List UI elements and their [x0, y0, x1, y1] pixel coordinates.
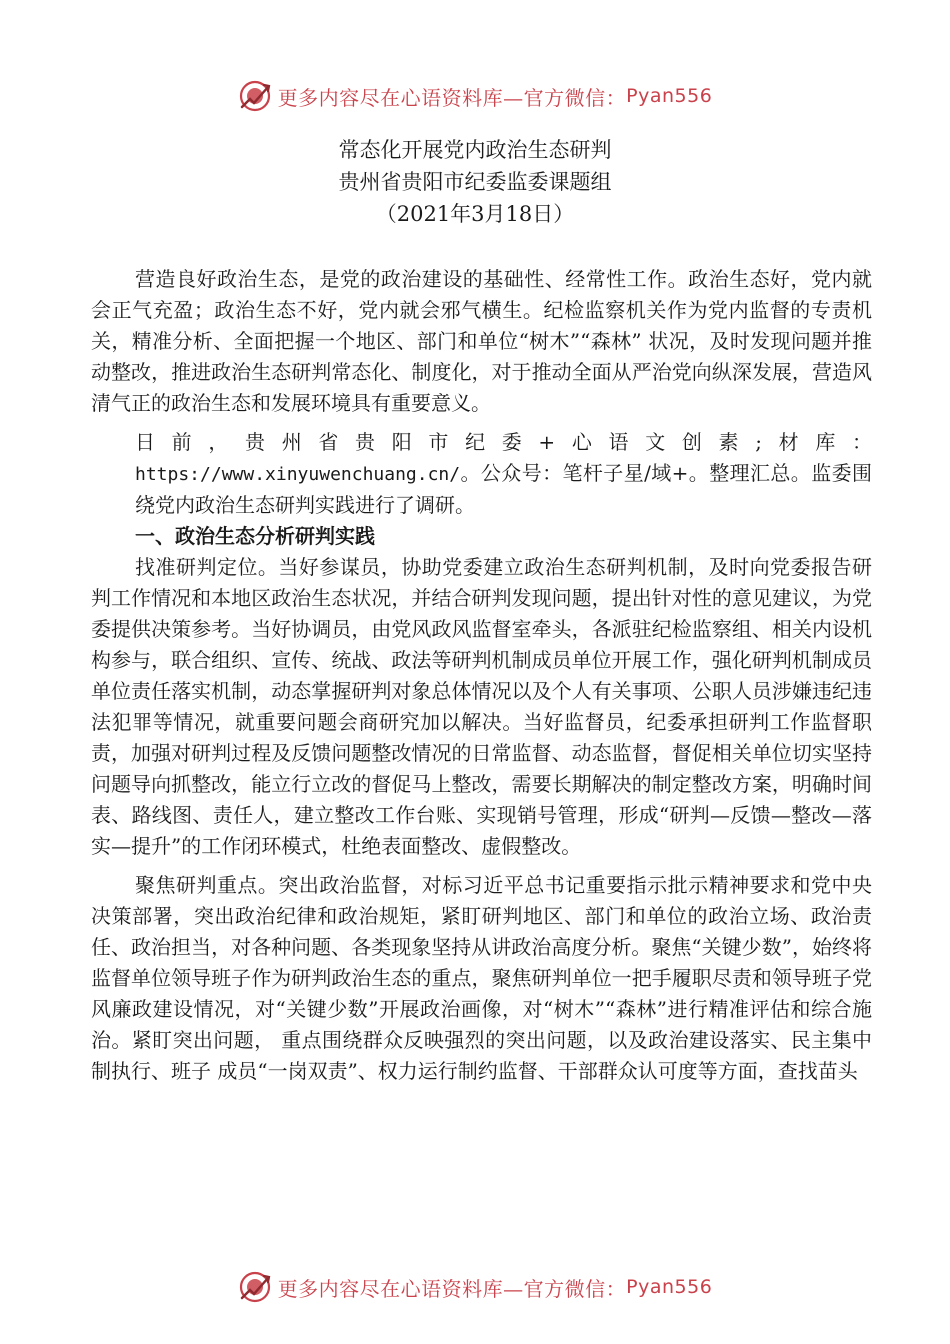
paragraph-intro: 营造良好政治生态，是党的政治建设的基础性、经常性工作。政治生态好，党内就会正气充盈；政治生态不好，党内就会邪气横生。纪检监察机关作为党内监督的专责机关，精准分析、全面把握一个地区、部门和单位“树木”“森林” 状况，及时发现问题并推动整改，推进政治生态研判常态化、制度化，对于推动全面从严治党向纵深发展，营造风清气正的政治生态和发展环境具有重要意义。 [91, 267, 872, 415]
paragraph-focus: 聚焦研判重点。突出政治监督，对标习近平总书记重要指示批示精神要求和党中央决策部署，突出政治纪律和政治规矩，紧盯研判地区、部门和单位的政治立场、政治责任、政治担当，对各种问题、各类现象坚持从讲政治高度分析。聚焦“关键少数”，始终将监督单位领导班子作为研判政治生态的重点，聚焦研判单位一把手履职尽责和领导班子党风廉政建设情况，对“关键少数”开展政治画像，对“树木”“森林”进行精准评估和综合施治。紧盯突出问题， 重点围绕群众反映强烈的突出问题，以及政治建设落实、民主集中制执行、班子 成员“一岗双责”、权力运行制约监督、干部群众认可度等方面，查找苗头 [91, 873, 872, 1083]
watermark-banner-bottom [0, 1267, 950, 1307]
source-url: https://www.xinyuwenchuang.cn/ [135, 464, 461, 485]
source-text-post: 。公众号：笔杆子星/域+。整理汇总。监委围绕党内政治生态研判实践进行了调研。 [135, 461, 872, 517]
brand-logo-icon [238, 1270, 272, 1304]
paragraph-source [91, 427, 872, 521]
document-date: （2021年3月18日） [375, 202, 575, 226]
document-author: 贵州省贵阳市纪委监委课题组 [338, 170, 612, 194]
document-body [91, 264, 872, 1087]
section-heading-1: 一、政治生态分析研判实践 [135, 524, 375, 548]
document-title: 常态化开展党内政治生态研判 [338, 138, 612, 162]
watermark-wechat-id: Pyan556 [626, 85, 713, 107]
watermark-banner-top [0, 76, 950, 116]
watermark-wechat-id: Pyan556 [626, 1276, 713, 1298]
watermark-text: 更多内容尽在心语资料库—官方微信： [277, 85, 627, 110]
document-header [0, 134, 950, 230]
brand-logo-icon [238, 79, 272, 113]
paragraph-positioning: 找准研判定位。当好参谋员，协助党委建立政治生态研判机制，及时向党委报告研判工作情况和本地区政治生态状况，并结合研判发现问题，提出针对性的意见建议，为党委提供决策参考。当好协调员，由党风政风监督室牵头，各派驻纪检监察组、相关内设机构参与，联合组织、宣传、统战、政法等研判机制成员单位开展工作，强化研判机制成员单位责任落实机制，动态掌握研判对象总体情况以及个人有关事项、公职人员涉嫌违纪违法犯罪等情况，就重要问题会商研究加以解决。当好监督员，纪委承担研判工作监督职责，加强对研判过程及反馈问题整改情况的日常监督、动态监督，督促相关单位切实坚持问题导向抓整改，能立行立改的督促马上整改，需要长期解决的制定整改方案，明确时间表、路线图、责任人，建立整改工作台账、实现销号管理，形成“研判—反馈—整改—落实—提升”的工作闭环模式，杜绝表面整改、虚假整改。 [91, 555, 872, 858]
source-text-pre: 日前，贵州省贵阳市纪委+心语文创素;材库： [135, 430, 872, 454]
watermark-text: 更多内容尽在心语资料库—官方微信： [277, 1276, 627, 1301]
